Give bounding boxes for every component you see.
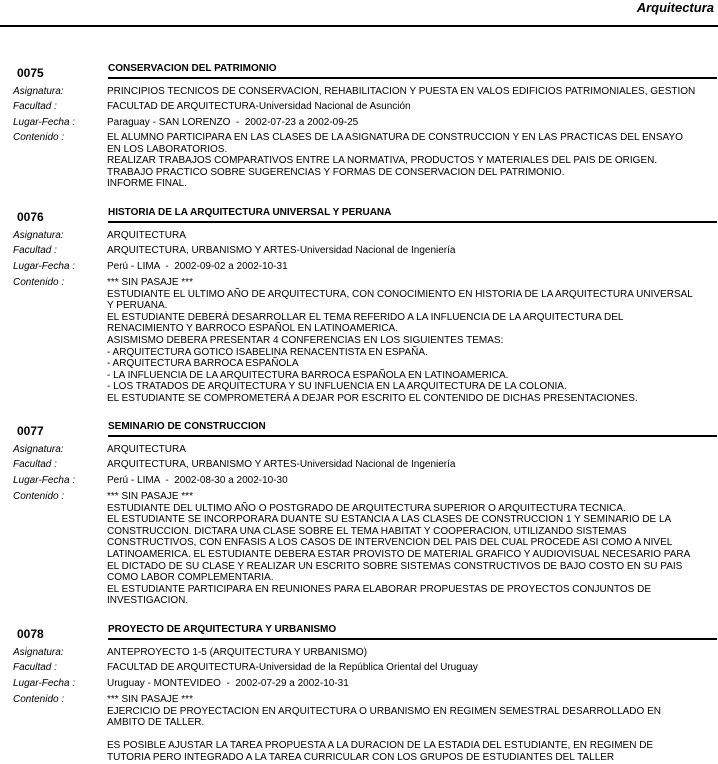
asignatura-value: PRINCIPIOS TECNICOS DE CONSERVACION, REHABILITACION Y PUESTA EN VALOS EDIFICIOS PATRIMONIALES, GESTION <box>107 86 696 97</box>
entry-divider <box>108 638 717 640</box>
facultad-label: Facultad : <box>13 459 57 470</box>
entry-number: 0077 <box>17 424 44 438</box>
entry-title: CONSERVACION DEL PATRIMONIO <box>108 63 277 74</box>
entry-divider <box>108 77 717 79</box>
entry-divider <box>108 221 717 223</box>
lugar-fecha-label: Lugar-Fecha : <box>13 678 76 689</box>
contenido-label: Contenido : <box>13 132 65 143</box>
entry-title: HISTORIA DE LA ARQUITECTURA UNIVERSAL Y PERUANA <box>108 207 392 218</box>
entry-title: SEMINARIO DE CONSTRUCCION <box>108 421 266 432</box>
contenido-label: Contenido : <box>13 277 65 288</box>
entry-divider <box>108 435 717 437</box>
entry-number: 0075 <box>17 66 44 80</box>
section-title: Arquitectura <box>636 0 714 15</box>
entry-number: 0078 <box>17 627 44 641</box>
lugar-fecha-value: Uruguay - MONTEVIDEO - 2002-07-29 a 2002-10-31 <box>107 678 349 689</box>
asignatura-label: Asignatura: <box>13 230 64 241</box>
contenido-value: *** SIN PASAJE *** ESTUDIANTE DEL ULTIMO AÑO O POSTGRADO DE ARQUITECTURA SUPERIOR O ARQUITECTURA TECNICA. EL ESTUDIANTE SE INCORPORARA DUANTE SU ESTANCIA A LAS CLASES DE CONSTRUCCION 1 Y SEMINARIO DE LA CONSTRUCCION. DICTARA UNA CLASE SOBRE EL TEMA HABITAT Y COOPERACION, UTILIZANDO SISTEMAS CONSTRUCTIVOS, CON ENFASIS A LOS CASOS DE INTERVENCION DEL PAIS DEL CUAL PROCEDE ASI COMO A NIVEL LATINOAMERICA. EL ESTUDIANTE DEBERA ESTAR PROVISTO DE MATERIAL GRAFICO Y AUDIOVISUAL NECESARIO PARA EL DICTADO DE SU CLASE Y REALIZAR UN ESCRITO SOBRE SISTEMAS CONSTRUCTIVOS DE BAJO COSTO EN SU PAIS COMO LABOR COMPLEMENTARIA. EL ESTUDIANTE PARTICIPARA EN REUNIONES PARA ELABORAR PROPUESTAS DE PROYECTOS CONJUNTOS DE INVESTIGACION. <box>107 491 691 607</box>
contenido-value: *** SIN PASAJE *** ESTUDIANTE EL ULTIMO AÑO DE ARQUITECTURA, CON CONOCIMIENTO EN HISTORIA DE LA ARQUITECTURA UNIVERSAL Y PERUANA. EL ESTUDIANTE DEBERÁ DESARROLLAR EL TEMA REFERIDO A LA INFLUENCIA DE LA ARQUITECTURA DEL RENACIMIENTO Y BARROCO ESPAÑOL EN LATINOAMERICA. ASISMISMO DEBERA PRESENTAR 4 CONFERENCIAS EN LOS SIGUIENTES TEMAS: - ARQUITECTURA GOTICO ISABELINA RENACENTISTA EN ESPAÑA. - ARQUITECTURA BARROCA ESPAÑOLA - LA INFLUENCIA DE LA ARQUITECTURA BARROCA ESPAÑOLA EN LATINOAMERICA. - LOS TRATADOS DE ARQUITECTURA Y SU INFLUENCIA EN LA ARQUITECTURA DE LA COLONIA. EL ESTUDIANTE SE COMPROMETERÁ A DEJAR POR ESCRITO EL CONTENIDO DE DICHAS PRESENTACIONES. <box>107 277 693 404</box>
asignatura-label: Asignatura: <box>13 86 64 97</box>
facultad-label: Facultad : <box>13 245 57 256</box>
lugar-fecha-label: Lugar-Fecha : <box>13 261 76 272</box>
facultad-value: ARQUITECTURA, URBANISMO Y ARTES-Universidad Nacional de Ingeniería <box>107 245 456 256</box>
lugar-fecha-value: Perú - LIMA - 2002-08-30 a 2002-10-30 <box>107 475 288 486</box>
asignatura-value: ARQUITECTURA <box>107 444 186 455</box>
facultad-value: FACULTAD DE ARQUITECTURA-Universidad Nacional de Asunción <box>107 101 411 112</box>
asignatura-value: ANTEPROYECTO 1-5 (ARQUITECTURA Y URBANISMO) <box>107 647 368 658</box>
asignatura-label: Asignatura: <box>13 444 64 455</box>
facultad-value: FACULTAD DE ARQUITECTURA-Universidad de la República Oriental del Uruguay <box>107 662 478 673</box>
lugar-fecha-value: Perú - LIMA - 2002-09-02 a 2002-10-31 <box>107 261 288 272</box>
entry-number: 0076 <box>17 210 44 224</box>
facultad-label: Facultad : <box>13 662 57 673</box>
lugar-fecha-label: Lugar-Fecha : <box>13 117 76 128</box>
lugar-fecha-label: Lugar-Fecha : <box>13 475 76 486</box>
asignatura-value: ARQUITECTURA <box>107 230 186 241</box>
facultad-label: Facultad : <box>13 101 57 112</box>
contenido-value: EL ALUMNO PARTICIPARA EN LAS CLASES DE LA ASIGNATURA DE CONSTRUCCION Y EN LAS PRACTICAS DEL ENSAYO EN LOS LABORATORIOS. REALIZAR TRABAJOS COMPARATIVOS ENTRE LA NORMATIVA, PRODUCTOS Y MATERIALES DEL PAIS DE ORIGEN. TRABAJO PRACTICO SOBRE SUGERENCIAS Y FORMAS DE CONSERVACION DEL PATRIMONIO. INFORME FINAL. <box>107 132 683 190</box>
lugar-fecha-value: Paraguay - SAN LORENZO - 2002-07-23 a 2002-09-25 <box>107 117 359 128</box>
contenido-value: *** SIN PASAJE *** EJERCICIO DE PROYECTACION EN ARQUITECTURA O URBANISMO EN REGIMEN SEMESTRAL DESARROLLADO EN AMBITO DE TALLER. ES POSIBLE AJUSTAR LA TAREA PROPUESTA A LA DURACION DE LA ESTADIA DEL ESTUDIANTE, EN REGIMEN DE TUTORIA PERO INTEGRADO A LA TAREA CURRICULAR CON LOS GRUPOS DE ESTUDIANTES DEL TALLER <box>107 694 661 763</box>
facultad-value: ARQUITECTURA, URBANISMO Y ARTES-Universidad Nacional de Ingeniería <box>107 459 456 470</box>
page-header <box>0 0 718 27</box>
asignatura-label: Asignatura: <box>13 647 64 658</box>
contenido-label: Contenido : <box>13 491 65 502</box>
contenido-label: Contenido : <box>13 694 65 705</box>
entry-title: PROYECTO DE ARQUITECTURA Y URBANISMO <box>108 624 337 635</box>
